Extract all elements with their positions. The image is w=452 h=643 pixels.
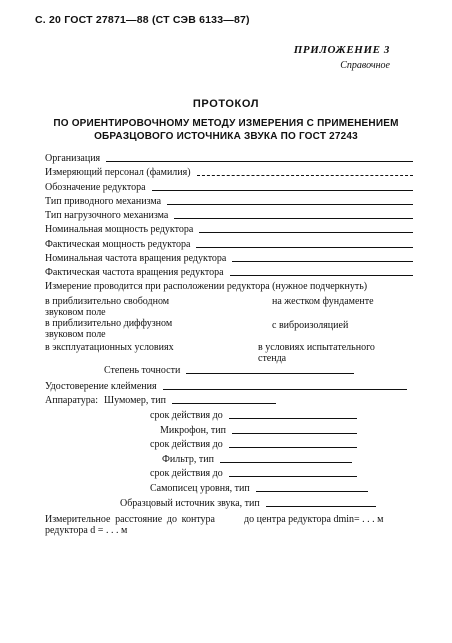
fill-line xyxy=(266,505,376,507)
apparatus-label: Аппаратура: xyxy=(45,395,98,406)
option-rigid-foundation[interactable]: на жестком фундаменте xyxy=(272,296,374,307)
field-nominal-speed[interactable] xyxy=(45,252,413,264)
field-label: Номинальная мощность редуктора xyxy=(45,224,194,235)
fill-line xyxy=(232,260,413,262)
field-meter-valid-until[interactable] xyxy=(150,409,357,421)
fill-line xyxy=(256,490,368,492)
field-label: Шумомер, тип xyxy=(104,395,166,406)
field-actual-speed[interactable] xyxy=(45,266,413,278)
field-label: Фактическая мощность редуктора xyxy=(45,239,191,250)
field-load-type[interactable] xyxy=(45,209,413,221)
fill-line xyxy=(199,231,413,233)
field-actual-power[interactable] xyxy=(45,238,413,250)
field-label: Удостоверение клеймения xyxy=(45,381,157,392)
field-label: Организация xyxy=(45,153,101,164)
field-drive-type[interactable] xyxy=(45,195,413,207)
protocol-title: ПРОТОКОЛ xyxy=(192,98,260,110)
measurement-intro: Измерение проводится при расположении редуктора (нужное подчеркнуть) xyxy=(45,281,368,292)
fill-line xyxy=(152,189,413,191)
protocol-subtitle xyxy=(0,117,452,143)
option-diffuse-field[interactable]: в приблизительно диффузном звуковом поле xyxy=(45,318,173,340)
subtitle-line-2: ОБРАЗЦОВОГО ИСТОЧНИКА ЗВУКА ПО ГОСТ 27243 xyxy=(94,131,358,142)
page-header: С. 20 ГОСТ 27871—88 (СТ СЭВ 6133—87) xyxy=(35,14,250,26)
field-nominal-power[interactable] xyxy=(45,223,413,235)
fill-line xyxy=(230,274,413,276)
field-label: Степень точности xyxy=(104,365,181,376)
option-operating-conditions[interactable]: в эксплуатационных условиях xyxy=(45,342,174,353)
fill-line xyxy=(174,217,413,219)
field-reducer-designation[interactable] xyxy=(45,181,413,193)
field-label: срок действия до xyxy=(150,468,223,479)
fill-line xyxy=(229,417,357,419)
field-label: Номинальная частота вращения редуктора xyxy=(45,253,227,264)
field-label: Фильтр, тип xyxy=(162,454,214,465)
field-label: Микрофон, тип xyxy=(160,425,227,436)
fill-line xyxy=(186,372,354,374)
distance-to-contour: Измерительное расстояние до контура редуктора d = . . . м xyxy=(45,514,215,536)
fill-line xyxy=(172,402,276,404)
field-label: Образцовый источник звука, тип xyxy=(120,498,260,509)
option-vibration-isolation[interactable]: с виброизоляцией xyxy=(272,320,349,331)
field-label: Обозначение редуктора xyxy=(45,182,146,193)
field-label: Измеряющий персонал (фамилия) xyxy=(45,167,191,178)
fill-line xyxy=(197,174,413,176)
field-label: Фактическая частота вращения редуктора xyxy=(45,267,224,278)
field-reference-source[interactable] xyxy=(120,497,376,509)
fill-line xyxy=(229,475,357,477)
field-label: срок действия до xyxy=(150,410,223,421)
field-microphone[interactable] xyxy=(160,424,357,436)
appendix-note: Справочное xyxy=(340,60,390,71)
fill-line xyxy=(229,446,357,448)
option-test-stand[interactable]: в условиях испытательного стенда xyxy=(258,342,375,364)
option-free-field[interactable]: в приблизительно свободном звуковом поле xyxy=(45,296,170,318)
field-filter-valid-until[interactable] xyxy=(150,467,357,479)
field-sound-level-meter[interactable] xyxy=(45,394,276,406)
field-label: Тип приводного механизма xyxy=(45,196,162,207)
fill-line xyxy=(220,461,352,463)
distance-to-center: до центра редуктора dmin= . . . м xyxy=(244,514,384,525)
appendix-block xyxy=(294,44,390,71)
subtitle-line-1: ПО ОРИЕНТИРОВОЧНОМУ МЕТОДУ ИЗМЕРЕНИЯ С ПРИМЕНЕНИЕМ xyxy=(53,118,399,129)
field-filter[interactable] xyxy=(162,453,352,465)
field-personnel[interactable] xyxy=(45,166,413,178)
field-organization[interactable] xyxy=(45,152,413,164)
fill-line xyxy=(196,246,413,248)
field-level-recorder[interactable] xyxy=(150,482,368,494)
field-stamp[interactable] xyxy=(45,380,407,392)
fill-line xyxy=(167,203,413,205)
appendix-label: ПРИЛОЖЕНИЕ 3 xyxy=(293,44,390,56)
field-label: срок действия до xyxy=(150,439,223,450)
field-accuracy[interactable] xyxy=(104,364,354,376)
field-microphone-valid-until[interactable] xyxy=(150,438,357,450)
field-label: Тип нагрузочного механизма xyxy=(45,210,169,221)
field-label: Самописец уровня, тип xyxy=(150,483,250,494)
fill-line xyxy=(163,388,407,390)
fill-line xyxy=(106,160,413,162)
fill-line xyxy=(232,432,357,434)
